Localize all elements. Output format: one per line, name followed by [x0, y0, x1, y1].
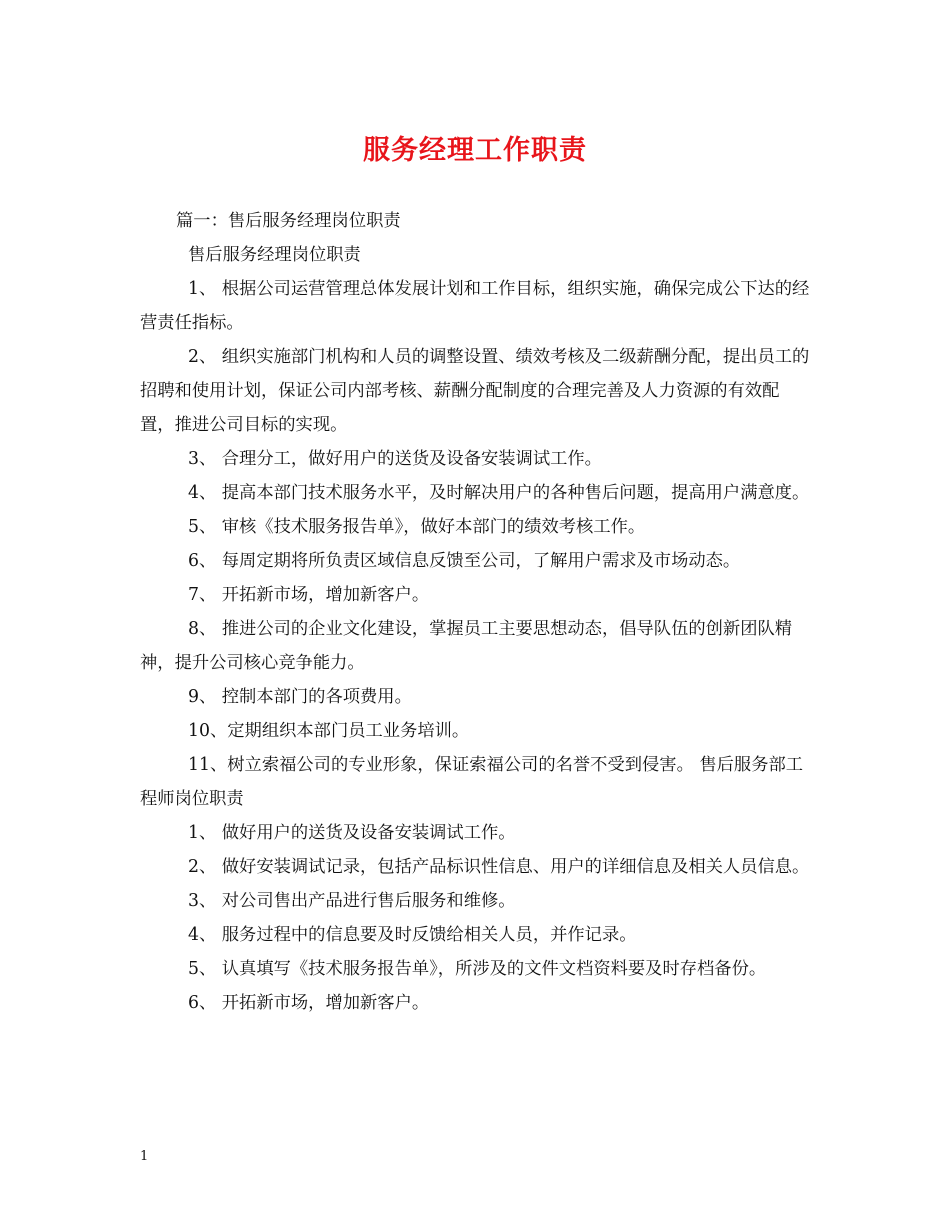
paragraph: 5、 审核《技术服务报告单》，做好本部门的绩效考核工作。	[188, 517, 646, 537]
paragraph: 2、 组织实施部门机构和人员的调整设置、绩效考核及二级薪酬分配，提出员工的招聘和使用计划，保证公司内部考核、薪酬分配制度的合理完善及人力资源的有效配置，推进公司目标的实现。	[140, 347, 810, 435]
paragraph: 6、 开拓新市场，增加新客户。	[188, 993, 430, 1013]
paragraph: 篇一：售后服务经理岗位职责	[176, 211, 401, 231]
paragraph: 6、 每周定期将所负责区域信息反馈至公司，了解用户需求及市场动态。	[188, 551, 741, 571]
document-body	[140, 204, 812, 1020]
paragraph: 1、 做好用户的送货及设备安装调试工作。	[188, 823, 516, 843]
paragraph: 1、 根据公司运营管理总体发展计划和工作目标，组织实施，确保完成公下达的经营责任指标。	[140, 279, 810, 333]
document-title: 服务经理工作职责	[363, 135, 587, 166]
paragraph: 3、 对公司售出产品进行售后服务和维修。	[188, 891, 516, 911]
paragraph: 9、 控制本部门的各项费用。	[188, 687, 412, 707]
page-number: 1	[140, 1149, 149, 1164]
paragraph: 2、 做好安装调试记录，包括产品标识性信息、用户的详细信息及相关人员信息。	[188, 857, 810, 877]
paragraph: 售后服务经理岗位职责	[188, 245, 361, 265]
paragraph: 4、 服务过程中的信息要及时反馈给相关人员，并作记录。	[188, 925, 637, 945]
paragraph: 10、定期组织本部门员工业务培训。	[188, 721, 470, 741]
paragraph: 11、树立索福公司的专业形象，保证索福公司的名誉不受到侵害。 售后服务部工程师岗位职责	[140, 755, 804, 809]
paragraph: 5、 认真填写《技术服务报告单》，所涉及的文件文档资料要及时存档备份。	[188, 959, 767, 979]
paragraph: 8、 推进公司的企业文化建设，掌握员工主要思想动态，倡导队伍的创新团队精神，提升公司核心竞争能力。	[140, 619, 793, 673]
paragraph: 7、 开拓新市场，增加新客户。	[188, 585, 430, 605]
paragraph: 4、 提高本部门技术服务水平，及时解决用户的各种售后问题，提高用户满意度。	[188, 483, 810, 503]
paragraph: 3、 合理分工，做好用户的送货及设备安装调试工作。	[188, 449, 602, 469]
